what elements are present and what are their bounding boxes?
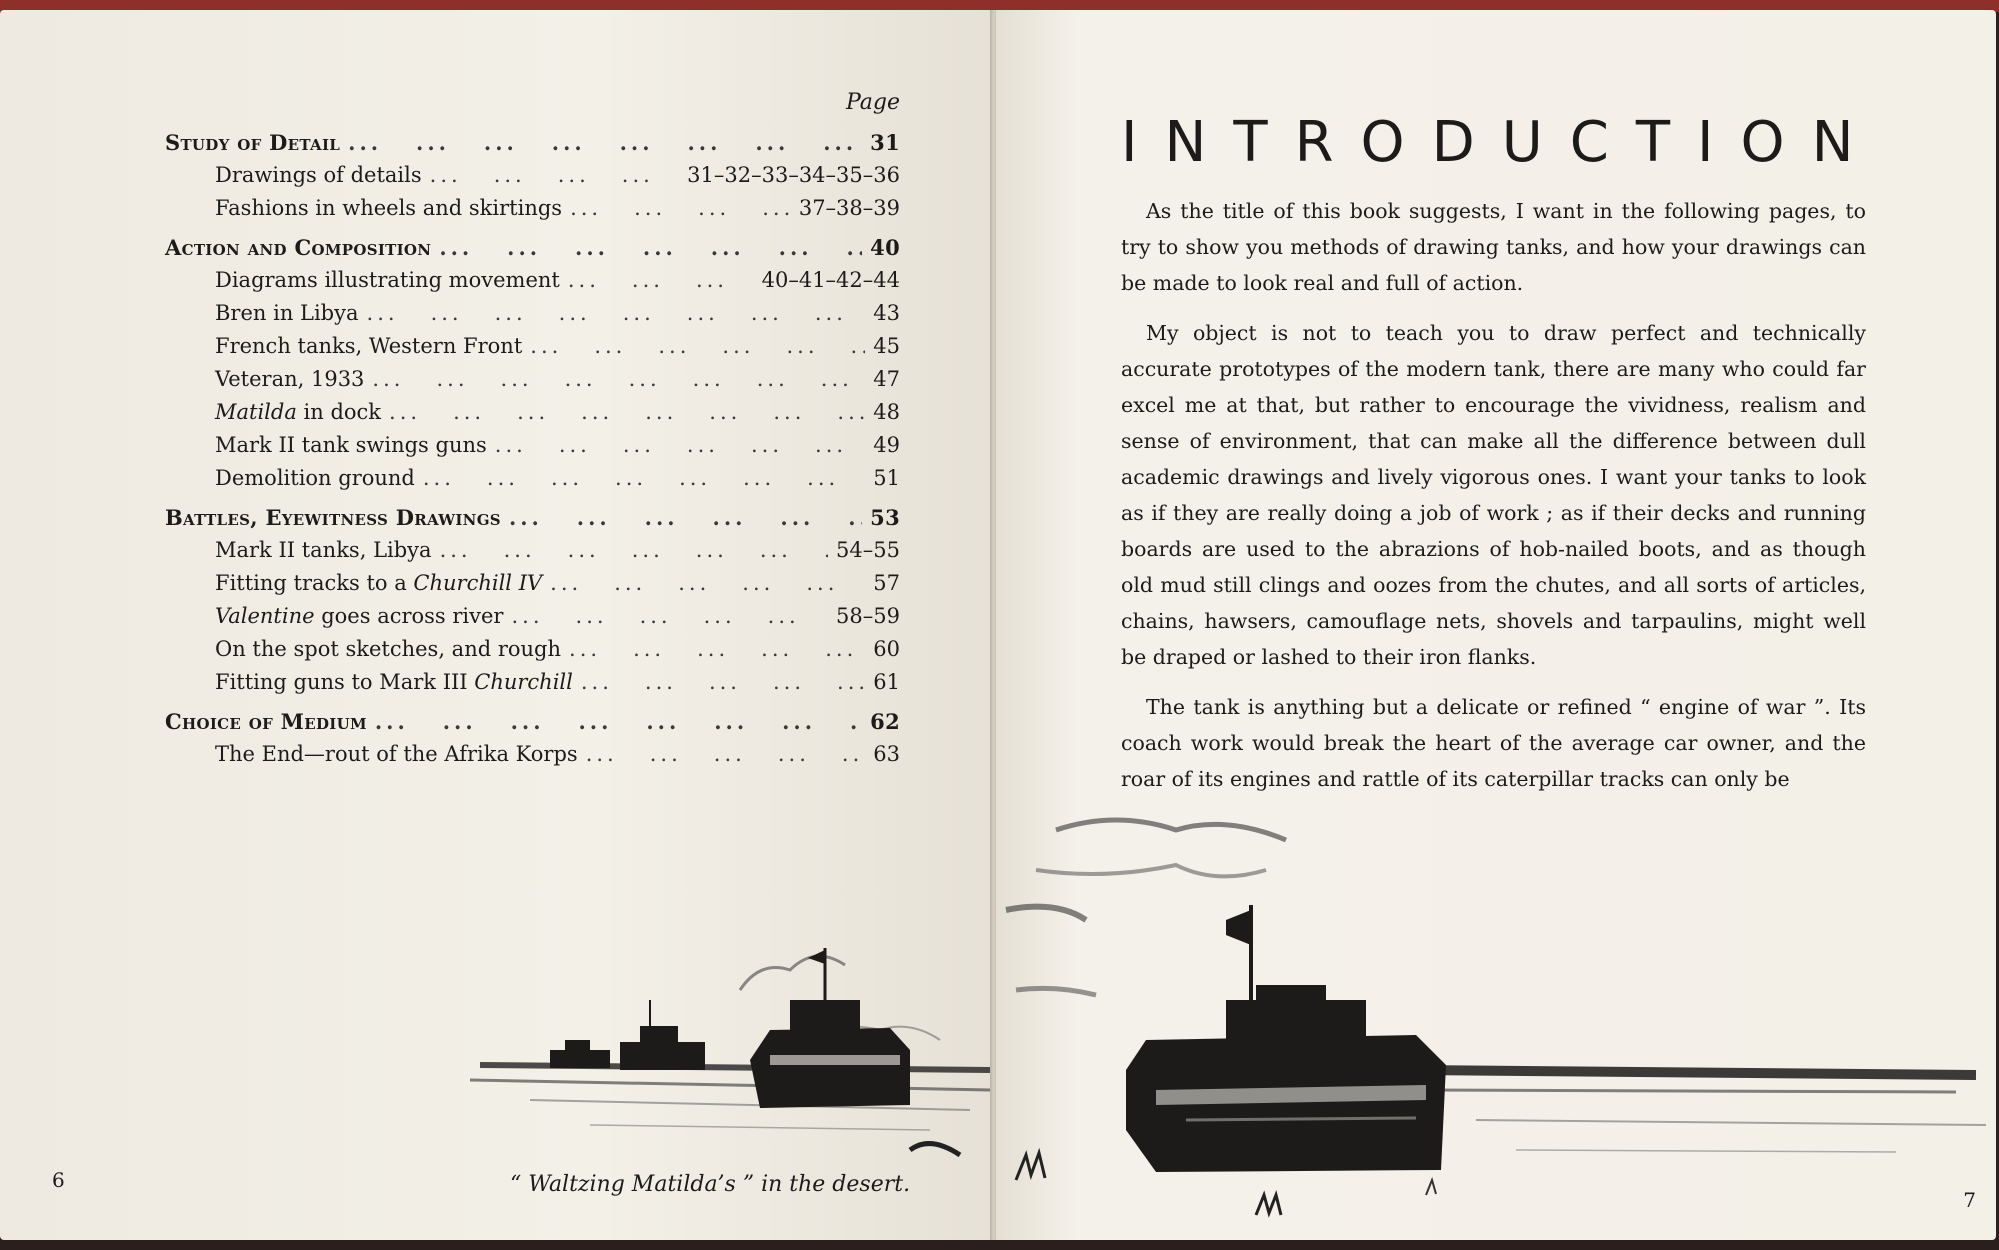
- page-number-left: 6: [52, 1168, 65, 1192]
- toc-page-number: 47: [873, 367, 900, 391]
- toc-entry-label: [215, 429, 487, 462]
- paragraph: My object is not to teach you to draw perfect and technically accurate prototypes of the modern tank, there are many who could far excel me at that, but rather to encourage the vividness, realism and sense of environment, that can make all the difference between dull academic drawings and lively vigorous ones. I want your tanks to look as if they are really doing a job of work ; as if their decks and running boards are used to the abrazions of hob-nailed boots, and as though old mud still clings and oozes from the chutes, and all sorts of articles, chains, hawsers, camouflage nets, shovels and tarpaulins, might well be draped or lashed to their iron flanks.: [1121, 321, 1866, 669]
- toc-entry-row: [165, 192, 900, 225]
- toc-page-number: 31–32–33–34–35–36: [687, 163, 900, 187]
- toc-entry-label: [215, 330, 522, 363]
- toc-entry-label-text: Fitting tracks to a: [215, 571, 414, 595]
- toc-entry-label: [165, 231, 431, 264]
- toc-entry-row: [165, 429, 900, 462]
- toc-leader-dots: [372, 363, 865, 396]
- toc-entry-label-rest: in dock: [296, 400, 382, 424]
- toc-page-number: 63: [873, 742, 900, 766]
- toc-leader-dots: [423, 462, 865, 495]
- toc-page-number: 51: [873, 466, 900, 490]
- toc-entry-label: [215, 567, 542, 600]
- toc-entry-label-italic: Matilda: [215, 400, 297, 424]
- toc-page-number: 54–55: [836, 538, 900, 562]
- toc-leader-dots: [581, 666, 865, 699]
- toc-leader-dots: [568, 264, 754, 297]
- toc-entry-row: [165, 633, 900, 666]
- toc-entry-label-text: Bren in Libya: [215, 301, 359, 325]
- toc-leader-dots: [530, 330, 865, 363]
- introduction-body: [1121, 193, 1866, 811]
- toc-entry-label: [215, 600, 503, 633]
- toc-entry-label: [215, 534, 432, 567]
- toc-page-number: 53: [870, 505, 900, 530]
- toc-entry-label: [215, 363, 364, 396]
- toc-entry-row: [165, 567, 900, 600]
- toc-entry-row: [165, 396, 900, 429]
- toc-entry-label-rest: goes across river: [314, 604, 504, 628]
- illustration-caption: “ Waltzing Matilda’s ” in the desert.: [510, 1172, 911, 1197]
- toc-entry-label: [215, 159, 422, 192]
- toc-leader-dots: [367, 297, 866, 330]
- toc-section-row: [165, 501, 900, 534]
- toc-entry-label: [215, 264, 560, 297]
- toc-entry-label-text: Action and Composition: [165, 235, 432, 260]
- table-of-contents: [165, 90, 900, 771]
- toc-entry-label-text: French tanks, Western Front: [215, 334, 523, 358]
- toc-entry-label: [215, 633, 561, 666]
- toc-entry-label-text: Battles, Eyewitness Drawings: [165, 505, 501, 530]
- toc-leader-dots: [586, 738, 866, 771]
- toc-entry-row: [165, 363, 900, 396]
- toc-entry-row: [165, 462, 900, 495]
- toc-page-number: 58–59: [836, 604, 900, 628]
- toc-leader-dots: [511, 600, 828, 633]
- toc-entry-label: [165, 501, 501, 534]
- toc-entry-label-italic: Churchill: [474, 670, 573, 694]
- toc-page-number: 48: [873, 400, 900, 424]
- toc-leader-dots: [440, 534, 828, 567]
- toc-entry-row: [165, 297, 900, 330]
- toc-entry-label: [215, 462, 415, 495]
- toc-entry-label-text: Demolition ground: [215, 466, 415, 490]
- toc-page-number: 40–41–42–44: [761, 268, 900, 292]
- toc-entry-label-text: The End—rout of the Afrika Korps: [215, 742, 578, 766]
- introduction-title: INTRODUCTION: [1121, 110, 1881, 175]
- toc-section-row: [165, 126, 900, 159]
- desert-tanks-illustration: [470, 930, 990, 1190]
- toc-leader-dots: [375, 705, 862, 738]
- toc-entry-row: [165, 600, 900, 633]
- toc-leader-dots: [348, 126, 862, 159]
- toc-leader-dots: [389, 396, 865, 429]
- toc-page-number: 49: [873, 433, 900, 457]
- toc-entry-label-text: Fashions in wheels and skirtings: [215, 196, 563, 220]
- toc-entry-label-text: Veteran, 1933: [215, 367, 365, 391]
- toc-entry-row: [165, 159, 900, 192]
- toc-leader-dots: [569, 633, 865, 666]
- toc-entry-label: [165, 126, 340, 159]
- toc-leader-dots: [550, 567, 865, 600]
- toc-entry-row: [165, 738, 900, 771]
- toc-page-number: 62: [870, 709, 900, 734]
- left-page: [0, 10, 992, 1240]
- toc-page-header: Page: [845, 90, 900, 115]
- right-page: [996, 10, 1996, 1240]
- toc-entry-label-text: Mark II tank swings guns: [215, 433, 487, 457]
- toc-page-number: 61: [873, 670, 900, 694]
- toc-entry-label-italic: Churchill IV: [413, 571, 543, 595]
- toc-leader-dots: [430, 159, 680, 192]
- toc-entry-label: [215, 666, 573, 699]
- toc-page-number: 37–38–39: [798, 196, 900, 220]
- toc-entry-row: [165, 330, 900, 363]
- toc-leader-dots: [495, 429, 865, 462]
- toc-entry-label: [215, 396, 381, 429]
- toc-leader-dots: [439, 231, 862, 264]
- toc-entry-label: [215, 738, 578, 771]
- toc-entry-row: [165, 534, 900, 567]
- toc-section-row: [165, 231, 900, 264]
- toc-page-number: 40: [870, 235, 900, 260]
- toc-entry-label-text: Fitting guns to Mark III: [215, 670, 475, 694]
- paragraph: The tank is anything but a delicate or refined “ engine of war ”. Its coach work would break the heart of the average car owner, and the roar of its engines and rattle of its caterpillar tracks can only be: [1121, 695, 1866, 791]
- toc-entry-label-text: Diagrams illustrating movement: [215, 268, 560, 292]
- battle-tank-illustration: [996, 800, 1996, 1240]
- toc-leader-dots: [509, 501, 862, 534]
- toc-entry-label: [165, 705, 367, 738]
- toc-entry-label: [215, 192, 562, 225]
- page-number-right: 7: [1963, 1188, 1976, 1212]
- toc-page-number: 57: [873, 571, 900, 595]
- toc-entry-row: [165, 666, 900, 699]
- toc-entry-label-text: Study of Detail: [165, 130, 341, 155]
- toc-section-row: [165, 705, 900, 738]
- toc-entry-label-text: Drawings of details: [215, 163, 422, 187]
- toc-entry-label: [215, 297, 359, 330]
- toc-rows: [165, 126, 900, 771]
- toc-entry-label-italic: Valentine: [215, 604, 315, 628]
- toc-entry-label-text: Mark II tanks, Libya: [215, 538, 432, 562]
- toc-page-number: 45: [873, 334, 900, 358]
- toc-page-number: 60: [873, 637, 900, 661]
- toc-leader-dots: [570, 192, 791, 225]
- toc-entry-label-text: On the spot sketches, and rough: [215, 637, 562, 661]
- toc-page-number: 43: [873, 301, 900, 325]
- toc-entry-row: [165, 264, 900, 297]
- toc-page-number: 31: [870, 130, 900, 155]
- paragraph: As the title of this book suggests, I want in the following pages, to try to show you methods of drawing tanks, and how your drawings can be made to look real and full of action.: [1121, 199, 1866, 295]
- toc-entry-label-text: Choice of Medium: [165, 709, 367, 734]
